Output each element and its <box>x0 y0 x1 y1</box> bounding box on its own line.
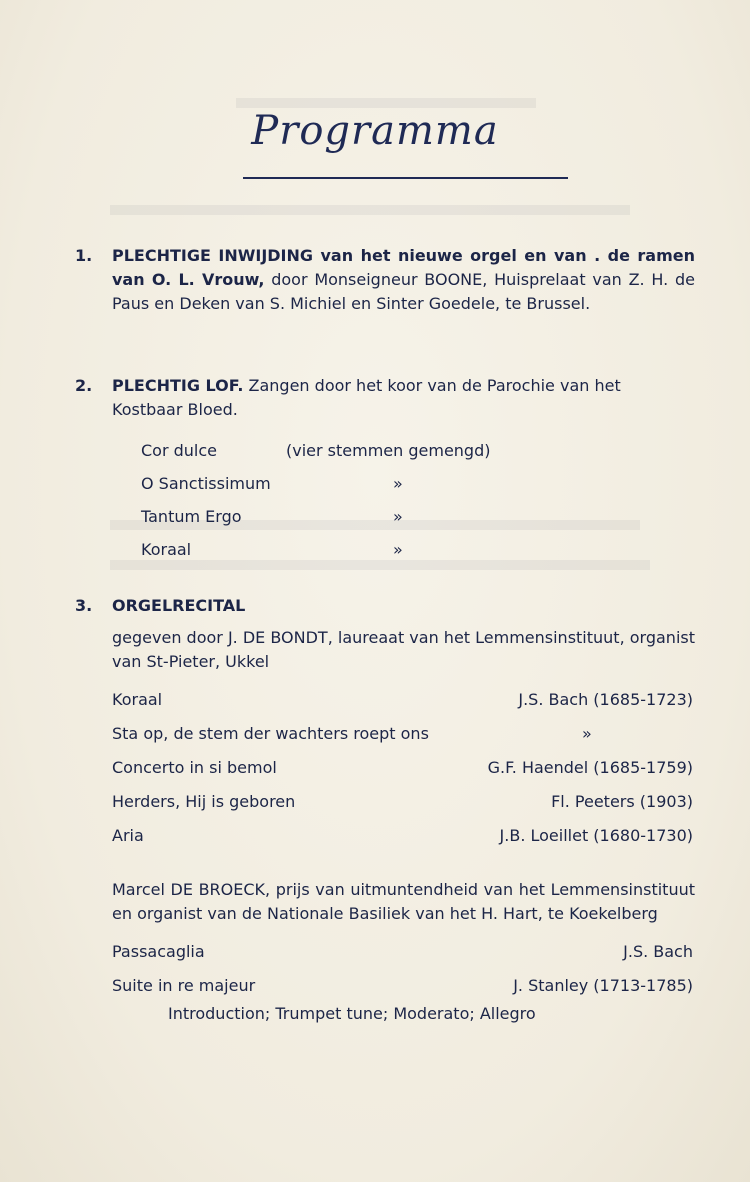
bleed-through-mark <box>110 205 630 215</box>
item-heading: ORGELRECITAL <box>112 596 246 615</box>
piece-title: Concerto in si bemol <box>112 758 277 777</box>
song-name: O Sanctissimum <box>141 474 271 493</box>
song-note: (vier stemmen gemengd) <box>286 441 491 460</box>
page-title: Programma <box>251 108 499 154</box>
piece-row <box>112 824 693 858</box>
piece-composer: Fl. Peeters (1903) <box>551 792 693 811</box>
piece-composer: J.S. Bach <box>623 942 693 961</box>
piece-title: Koraal <box>112 690 163 709</box>
piece-row <box>112 688 693 722</box>
piece-row <box>112 790 693 824</box>
piece-title: Passacaglia <box>112 942 205 961</box>
song-name: Koraal <box>141 540 192 559</box>
piece-title: Sta op, de stem der wachters roept ons <box>112 724 429 743</box>
suite-movements: Introduction; Trumpet tune; Moderato; Allegro <box>168 1004 536 1023</box>
item-text: Zangen door het koor van de Parochie van het Kostbaar Bloed. <box>112 376 621 419</box>
piece-composer: G.F. Haendel (1685-1759) <box>487 758 693 777</box>
song-name: Cor dulce <box>141 441 218 460</box>
song-row <box>141 505 695 538</box>
program-item-1 <box>75 244 695 316</box>
program-item-2 <box>75 374 695 571</box>
song-note: » <box>393 474 403 493</box>
title-underline <box>243 177 568 179</box>
item-number: 2. <box>75 376 93 395</box>
piece-title: Suite in re majeur <box>112 976 256 995</box>
piece-row <box>112 974 693 1002</box>
program-item-3 <box>75 594 695 1026</box>
item-heading: PLECHTIGE INWIJDING van het nieuwe orgel en van . de ramen van O. L. Vrouw, <box>112 246 695 289</box>
piece-title: Aria <box>112 826 144 845</box>
song-note: » <box>393 540 403 559</box>
song-row <box>141 472 695 505</box>
bleed-through-mark <box>236 98 536 108</box>
song-name: Tantum Ergo <box>141 507 242 526</box>
piece-composer: J.S. Bach (1685-1723) <box>518 690 693 709</box>
piece-row <box>112 722 693 756</box>
piece-composer: J.B. Loeillet (1680-1730) <box>499 826 693 845</box>
item-number: 1. <box>75 246 93 265</box>
song-note: » <box>393 507 403 526</box>
performer-description: Marcel DE BROECK, prijs van uitmuntendheid van het Lemmensinstituut en organist van de Nationale Basiliek van het H. Hart, te Koekelberg <box>112 880 695 923</box>
piece-row <box>112 940 693 974</box>
song-row <box>141 538 695 571</box>
item-text: door Monseigneur BOONE, Huisprelaat van Z. H. de Paus en Deken van S. Michiel en Sinter Goedele, te Brussel. <box>112 270 695 313</box>
item-heading: PLECHTIG LOF. <box>112 376 244 395</box>
performer-description: gegeven door J. DE BONDT, laureaat van het Lemmensinstituut, organist van St-Pieter, Ukkel <box>112 628 695 671</box>
piece-composer: J. Stanley (1713-1785) <box>513 976 693 995</box>
piece-composer: » <box>582 724 592 743</box>
song-row <box>141 439 695 472</box>
piece-row <box>112 756 693 790</box>
item-number: 3. <box>75 596 93 615</box>
piece-title: Herders, Hij is geboren <box>112 792 296 811</box>
